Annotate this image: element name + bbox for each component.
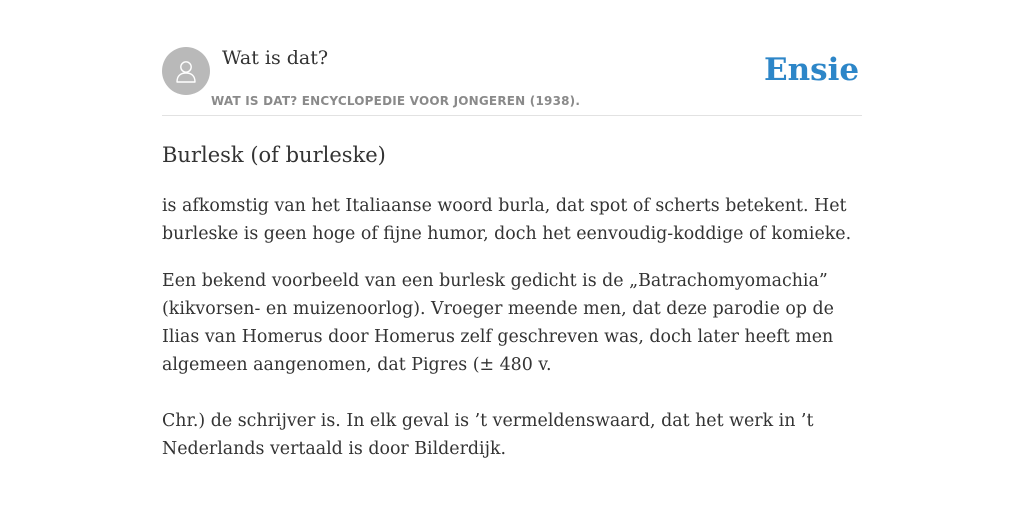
ensie-logo-link[interactable]: Ensie [764,52,860,88]
entry-title: Burlesk (of burleske) [162,143,386,167]
avatar[interactable] [162,47,210,95]
entry-paragraph: Chr.) de schrijver is. In elk geval is ’t vermeldenswaard, dat het werk in ’t Nederlands vertaald is door Bilderdijk. [162,411,814,459]
source-title[interactable]: Wat is dat? [222,47,329,69]
user-silhouette-icon [171,56,201,86]
source-subtitle: WAT IS DAT? ENCYCLOPEDIE VOOR JONGEREN (1938). [211,94,581,108]
entry-paragraph: is afkomstig van het Italiaanse woord burla, dat spot of scherts betekent. Het burleske is geen hoge of fijne humor, doch het eenvoudig-koddige of komieke. [162,196,852,244]
entry-paragraph: Een bekend voorbeeld van een burlesk gedicht is de „Batrachomyomachia” (kikvorsen- en muizenoorlog). Vroeger meende men, dat deze parodie op de Ilias van Homerus door Homerus zelf geschreven was, doch later heeft men algemeen aangenomen, dat Pigres (± 480 v. [162,271,834,375]
header-divider [162,115,862,116]
